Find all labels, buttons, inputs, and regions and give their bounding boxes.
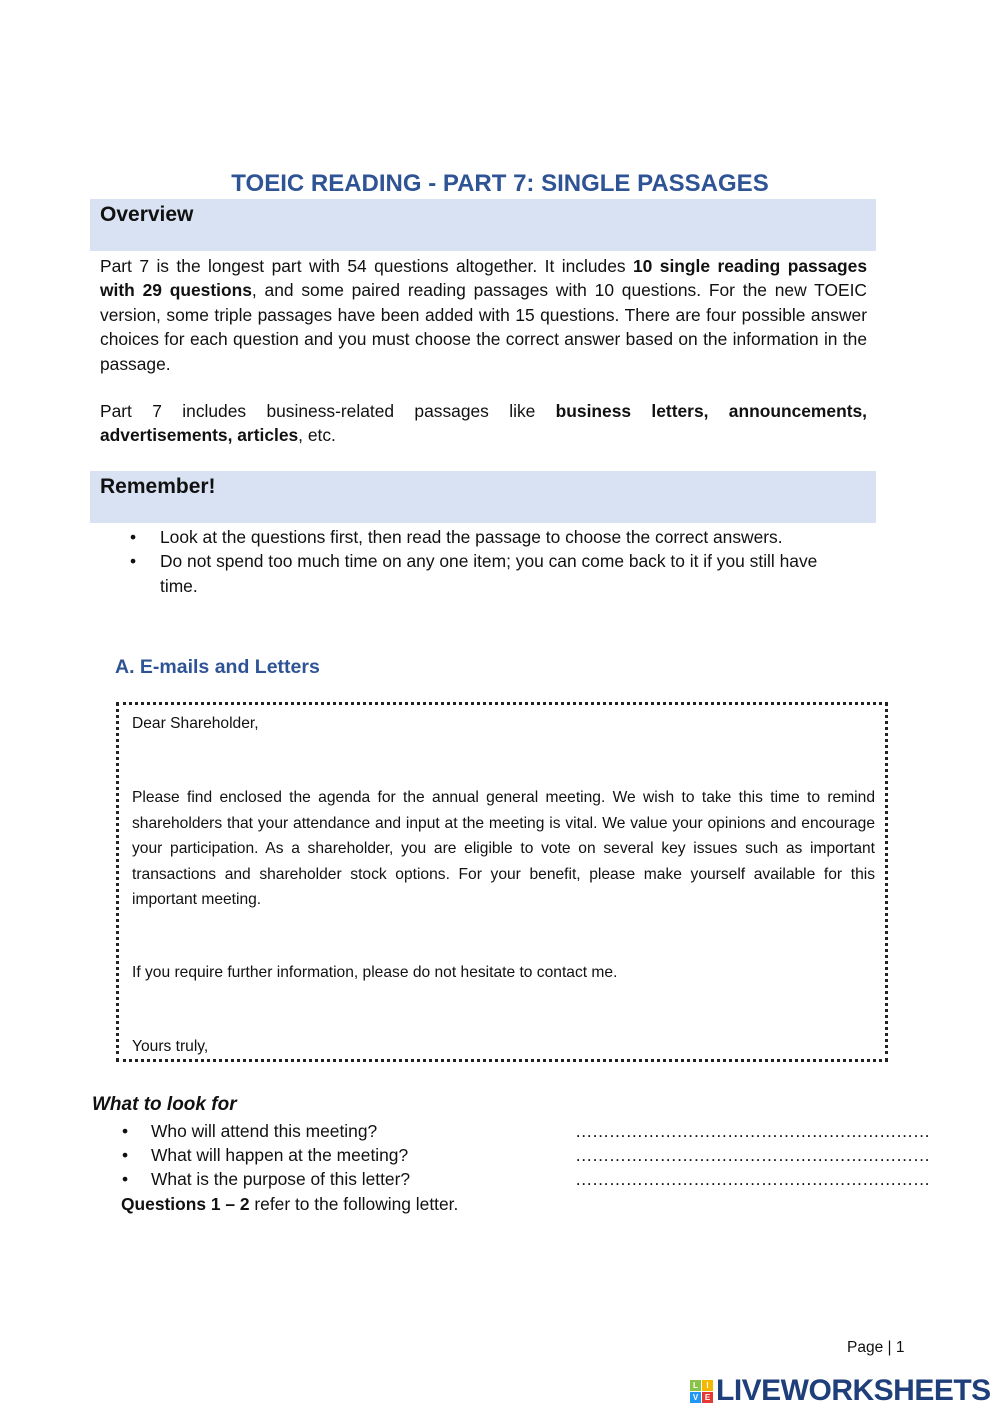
remember-band xyxy=(90,471,876,523)
text: Part 7 includes business-related passages like xyxy=(100,401,556,421)
letter-closing: Yours truly, xyxy=(132,1038,209,1055)
bold-text: business letters, announcements, advertisements, articles xyxy=(100,401,867,446)
text: refer to the following letter. xyxy=(249,1194,459,1214)
logo-letter: I xyxy=(702,1380,713,1391)
letter-box xyxy=(116,702,888,1062)
answer-blank[interactable]: ……………………………………………………… xyxy=(575,1145,930,1165)
question-text: Who will attend this meeting? xyxy=(151,1121,378,1141)
logo-text: LIVEWORKSHEETS xyxy=(716,1374,991,1407)
answer-blank[interactable]: ……………………………………………………… xyxy=(575,1121,930,1141)
question-text: What is the purpose of this letter? xyxy=(151,1169,411,1189)
overview-heading: Overview xyxy=(100,203,194,226)
overview-paragraph-2 xyxy=(100,399,867,448)
answer-blank[interactable]: ……………………………………………………… xyxy=(575,1169,930,1189)
logo-icon xyxy=(690,1380,713,1403)
text: Part 7 is the longest part with 54 questions altogether. It includes xyxy=(100,256,633,276)
overview-band xyxy=(90,199,876,251)
question-item: • What will happen at the meeting? ……………………………………………………… xyxy=(122,1144,887,1168)
logo-letter: L xyxy=(690,1380,701,1391)
question-item: • Who will attend this meeting? ……………………………………………………… xyxy=(122,1120,887,1144)
list-item: • Do not spend too much time on any one item; you can come back to it if you still have time. xyxy=(100,549,820,598)
page-number: Page | 1 xyxy=(847,1339,905,1356)
bold-text: Questions 1 – 2 xyxy=(121,1194,250,1214)
question-item: • What is the purpose of this letter? ……………………………………………………… xyxy=(122,1168,887,1192)
text: , and some paired reading passages with 10 questions. For the new TOEIC version, some triple passages have been added with 15 questions. There are four possible answer choices for each question and you must choose the correct answer based on the information in the passage. xyxy=(100,280,867,374)
remember-list xyxy=(100,525,820,598)
letter-body: Please find enclosed the agenda for the annual general meeting. We wish to take this time to remind shareholders that your attendance and input at the meeting is vital. We value your opinions and encourage your participation. As a shareholder, you are eligible to vote on several key issues such as important transactions and shareholder stock options. For your benefit, please make yourself available for this important meeting. xyxy=(132,789,875,908)
page-title: TOEIC READING - PART 7: SINGLE PASSAGES xyxy=(231,170,769,197)
letter-followup: If you require further information, please do not hesitate to contact me. xyxy=(132,964,618,981)
logo-letter: V xyxy=(690,1392,701,1403)
list-item: • Look at the questions first, then read the passage to choose the correct answers. xyxy=(100,525,820,549)
logo-letter: E xyxy=(702,1392,713,1403)
questions-reference xyxy=(121,1193,886,1217)
question-text: What will happen at the meeting? xyxy=(151,1145,409,1165)
remember-heading: Remember! xyxy=(100,475,216,498)
overview-paragraph-1 xyxy=(100,254,867,376)
liveworksheets-logo xyxy=(690,1374,991,1408)
text: , etc. xyxy=(298,425,336,446)
what-to-look-for-heading: What to look for xyxy=(92,1094,237,1115)
section-heading: A. E-mails and Letters xyxy=(115,656,320,678)
letter-greeting: Dear Shareholder, xyxy=(132,715,259,732)
bold-text: 10 single reading passages with 29 questions xyxy=(100,256,867,301)
